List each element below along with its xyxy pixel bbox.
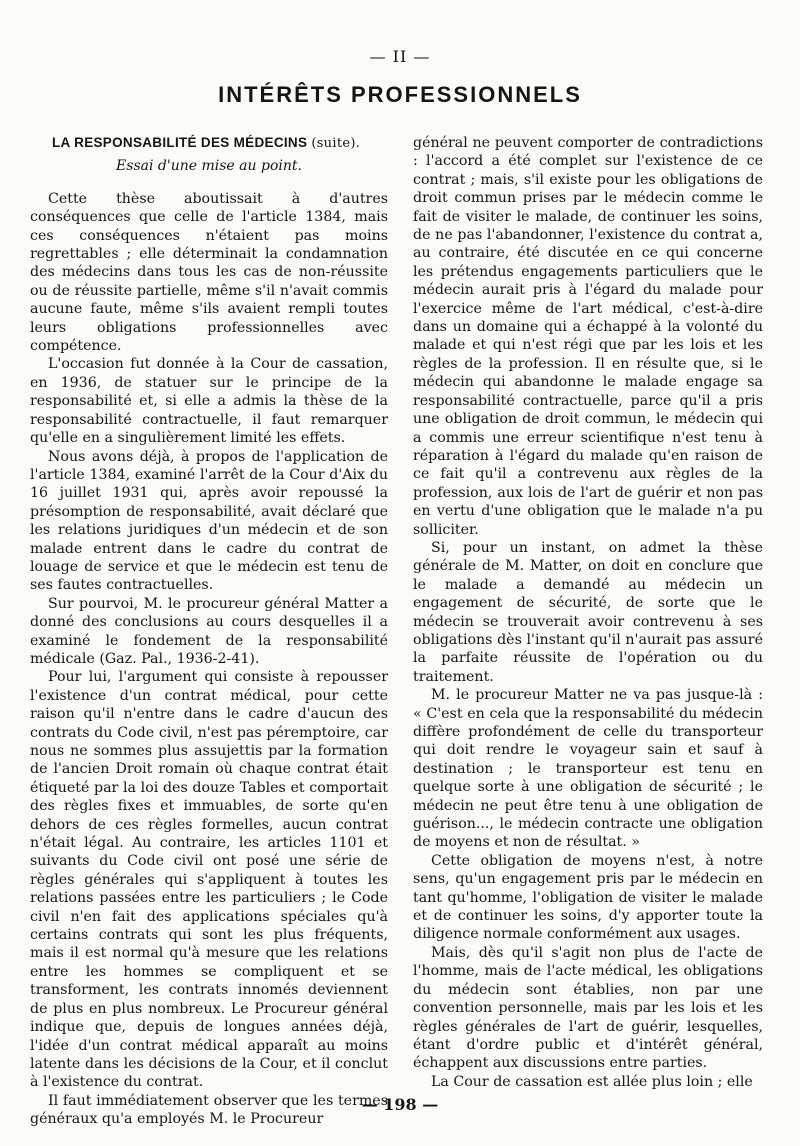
article-title [52, 134, 388, 153]
paragraph: Mais, dès qu'il s'agit non plus de l'acte de l'homme, mais de l'acte médical, les obligations du médecin sont établies, non par une convention personnelle, mais par les lois et les règles générales de l'art de guérir, lesquelles, étant d'ordre public et d'intérêt général, échappent aux discussions entre parties. [413, 944, 763, 1072]
page-number: — 198 — [361, 1095, 439, 1114]
running-head: — II — [369, 47, 431, 66]
paragraph: Il faut immédiatement observer que les termes généraux qu'a employés M. le Procureur [30, 1092, 388, 1128]
left-column [30, 134, 388, 1129]
paragraph: Nous avons déjà, à propos de l'application de l'article 1384, examiné l'arrêt de la Cour d'Aix du 16 juillet 1931 qui, après avoir repoussé la présomption de responsabilité, avait déclaré que les relations juridiques d'un médecin et de son malade entrent dans le cadre du contrat de louage de service et que le médecin est tenu de ses fautes contractuelles. [30, 448, 388, 594]
section-title: INTÉRÊTS PROFESSIONNELS [218, 82, 582, 107]
paragraph: M. le procureur Matter ne va pas jusque-là : « C'est en cela que la responsabilité du médecin diffère profondément de celle du transporteur qui doit rendre le voyageur sain et sauf à destination ; le transporteur est tenu en quelque sorte à une obligation de sécurité ; le médecin ne peut être tenu à une obligation de guérison..., le médecin contracte une obligation de moyens et non de résultat. » [413, 687, 763, 851]
paragraph: Cette thèse aboutissait à d'autres conséquences que celle de l'article 1384, mais ces conséquences n'étaient pas moins regrettables ; elle déterminait la condamnation des médecins dans tous les cas de non-réussite ou de réussite partielle, même s'il n'avait commis aucune faute, même s'ils avaient rempli toutes leurs obligations professionnelles avec compétence. [30, 190, 388, 355]
article-title-text: LA RESPONSABILITÉ DES MÉDECINS [52, 135, 308, 150]
right-column [413, 134, 763, 1091]
paragraph: Si, pour un instant, on admet la thèse générale de M. Matter, on doit en conclure que le malade a demandé au médecin un engagement de sécurité, de sorte que le médecin se trouverait avoir contrevenu à ses obligations dès l'instant qu'il n'aurait pas assuré la parfaite réussite de l'opération ou du traitement. [413, 539, 763, 685]
paragraph: Cette obligation de moyens n'est, à notre sens, qu'un engagement pris par le médecin en tant qu'homme, l'obligation de visiter le malade et de continuer les soins, d'y apporter toute la diligence normale conformément aux usages. [413, 852, 763, 943]
paragraph-continued: général ne peuvent comporter de contradictions : l'accord a été complet sur l'existence de ce contrat ; mais, s'il existe pour les obligations de droit commun prises par le médecin comme le fait de visiter le malade, de continuer les soins, de ne pas l'abandonner, l'existence du contrat a, au contraire, été discutée en ce qui concerne les prétendus engagements particuliers que le médecin aurait pris à l'égard du malade pour l'exercice même de l'art médical, c'est-à-dire dans un domaine qui a échappé à la volonté du malade et qui n'est régi que par les lois et les règles de la profession. Il en résulte que, si le médecin qui abandonne le malade engage sa responsabilité contractuelle, parce qu'il a pris une obligation de droit commun, le médecin qui a commis une erreur scientifique n'est tenu à réparation à l'égard du malade qu'en raison de ce fait qu'il a contrevenu aux règles de la profession, aux lois de l'art de guérir et non pas en vertu d'une obligation que le malade n'a pu solliciter. [413, 135, 763, 538]
article-title-suffix: (suite). [311, 136, 361, 151]
paragraph: Pour lui, l'argument qui consiste à repousser l'existence d'un contrat médical, pour cette raison qu'il n'entre dans le cadre d'aucun des contrats du Code civil, n'est pas péremptoire, car nous ne sommes plus assujettis par la formation de l'ancien Droit romain où chaque contrat était étiqueté par la loi des douze Tables et comportait des règles fixes et immuables, de sorte qu'en dehors de ces règles formelles, aucun contrat n'était légal. Au contraire, les articles 1101 et suivants du Code civil ont posé une série de règles générales qui s'appliquent à toutes les relations passées entre les particuliers ; le Code civil n'en fait des applications spéciales qu'à certains contrats qui sont les plus fréquents, mais il est normal qu'à mesure que les relations entre les hommes se compliquent et se transforment, les contrats innomés deviennent de plus en plus nombreux. Le Procureur général indique que, depuis de longues années déjà, l'idée d'un contrat médical apparaît au moins latente dans les décisions de la Cour, et il conclut à l'existence du contrat. [30, 669, 388, 1091]
paragraph: Sur pourvoi, M. le procureur général Matter a donné des conclusions au cours desquelles il a examiné le fondement de la responsabilité médicale (Gaz. Pal., 1936-2-41). [30, 595, 388, 667]
paragraph: La Cour de cassation est allée plus loin ; elle [431, 1073, 753, 1090]
paragraph: L'occasion fut donnée à la Cour de cassation, en 1936, de statuer sur le principe de la responsabilité et, si elle a admis la thèse de la responsabilité contractuelle, il faut remarquer qu'elle en a singulièrement limité les effets. [30, 356, 388, 447]
article-subtitle: Essai d'une mise au point. [116, 158, 302, 175]
